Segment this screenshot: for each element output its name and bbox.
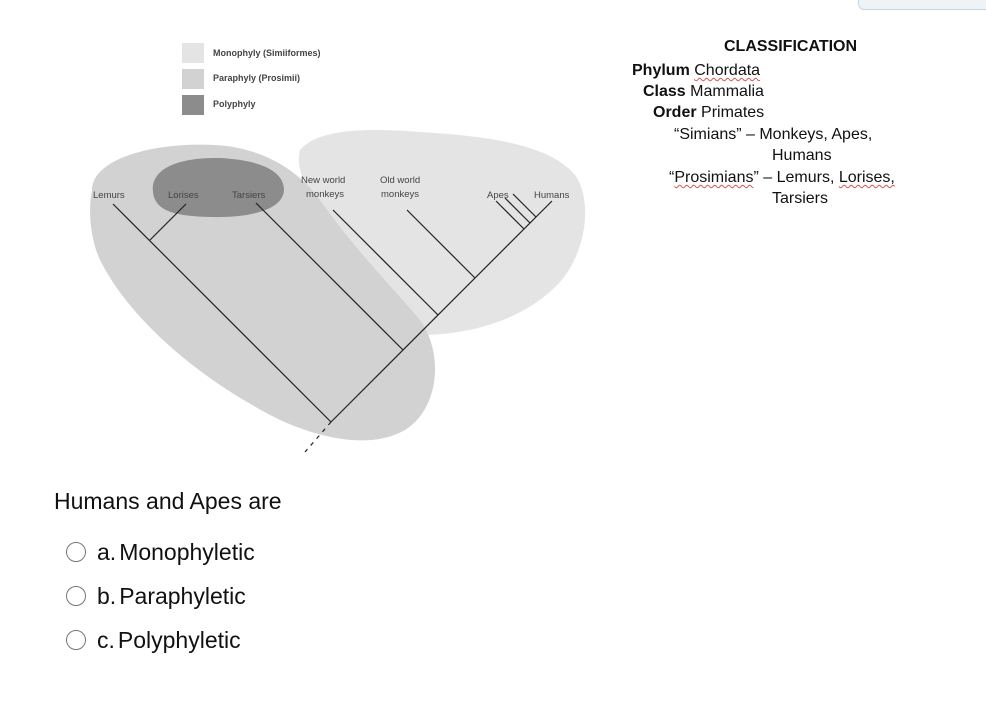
prosimians-line-1	[669, 167, 895, 189]
legend-swatch-monophyly	[182, 43, 204, 63]
polyphyly-region	[153, 158, 284, 217]
tip-label-apes: Apes	[487, 190, 509, 201]
radio-button-c[interactable]	[66, 630, 86, 650]
legend-swatch-polyphyly	[182, 95, 204, 115]
tip-label-tarsiers: Tarsiers	[232, 190, 266, 201]
radio-button-a[interactable]	[66, 542, 86, 562]
option-a-letter: a.	[97, 538, 117, 565]
option-c-text: Polyphyletic	[117, 626, 241, 653]
legend-label-polyphyly: Polyphyly	[213, 99, 256, 109]
simians-line-1: “Simians” – Monkeys, Apes,	[674, 126, 873, 143]
top-corner-tab	[858, 0, 986, 10]
option-c[interactable]	[66, 618, 255, 662]
phylum-value: Chordata	[694, 62, 761, 79]
prosimians-quote-open: “	[669, 169, 675, 186]
radio-button-b[interactable]	[66, 586, 86, 606]
answer-options	[66, 530, 255, 662]
tip-label-humans: Humans	[534, 190, 570, 201]
legend-label-paraphyly: Paraphyly (Prosimii)	[213, 73, 301, 83]
question-prompt: Humans and Apes are	[54, 488, 282, 514]
tip-label-new-world-1: New world	[301, 175, 346, 186]
tip-label-lorises: Lorises	[168, 190, 199, 201]
option-b-letter: b.	[97, 582, 117, 609]
tip-label-lemurs: Lemurs	[93, 190, 125, 201]
prosimians-mid: ” – Lemurs,	[753, 169, 839, 186]
classification-title: CLASSIFICATION	[724, 38, 858, 55]
option-b[interactable]	[66, 574, 255, 618]
option-c-letter: c.	[97, 626, 115, 653]
classification-class	[643, 81, 764, 103]
tip-label-old-world-2: monkeys	[381, 189, 420, 200]
legend-swatch-paraphyly	[182, 69, 204, 89]
phylogeny-figure	[0, 0, 600, 470]
class-key: Class	[643, 83, 686, 100]
classification-order	[653, 102, 764, 124]
phylum-key: Phylum	[632, 62, 690, 79]
order-key: Order	[653, 104, 697, 121]
lorises-word: Lorises,	[838, 169, 895, 186]
class-value: Mammalia	[690, 83, 764, 100]
prosimians-word: Prosimians	[674, 169, 754, 186]
tip-label-old-world-1: Old world	[380, 175, 421, 186]
simians-line-2: Humans	[772, 147, 832, 164]
option-a[interactable]	[66, 530, 255, 574]
tip-label-new-world-2: monkeys	[306, 189, 345, 200]
option-b-text: Paraphyletic	[119, 582, 246, 609]
order-value: Primates	[701, 104, 765, 121]
prosimians-line-2: Tarsiers	[772, 190, 829, 207]
classification-phylum	[632, 60, 760, 82]
option-a-text: Monophyletic	[119, 538, 255, 565]
legend-label-monophyly: Monophyly (Simiiformes)	[213, 48, 321, 58]
